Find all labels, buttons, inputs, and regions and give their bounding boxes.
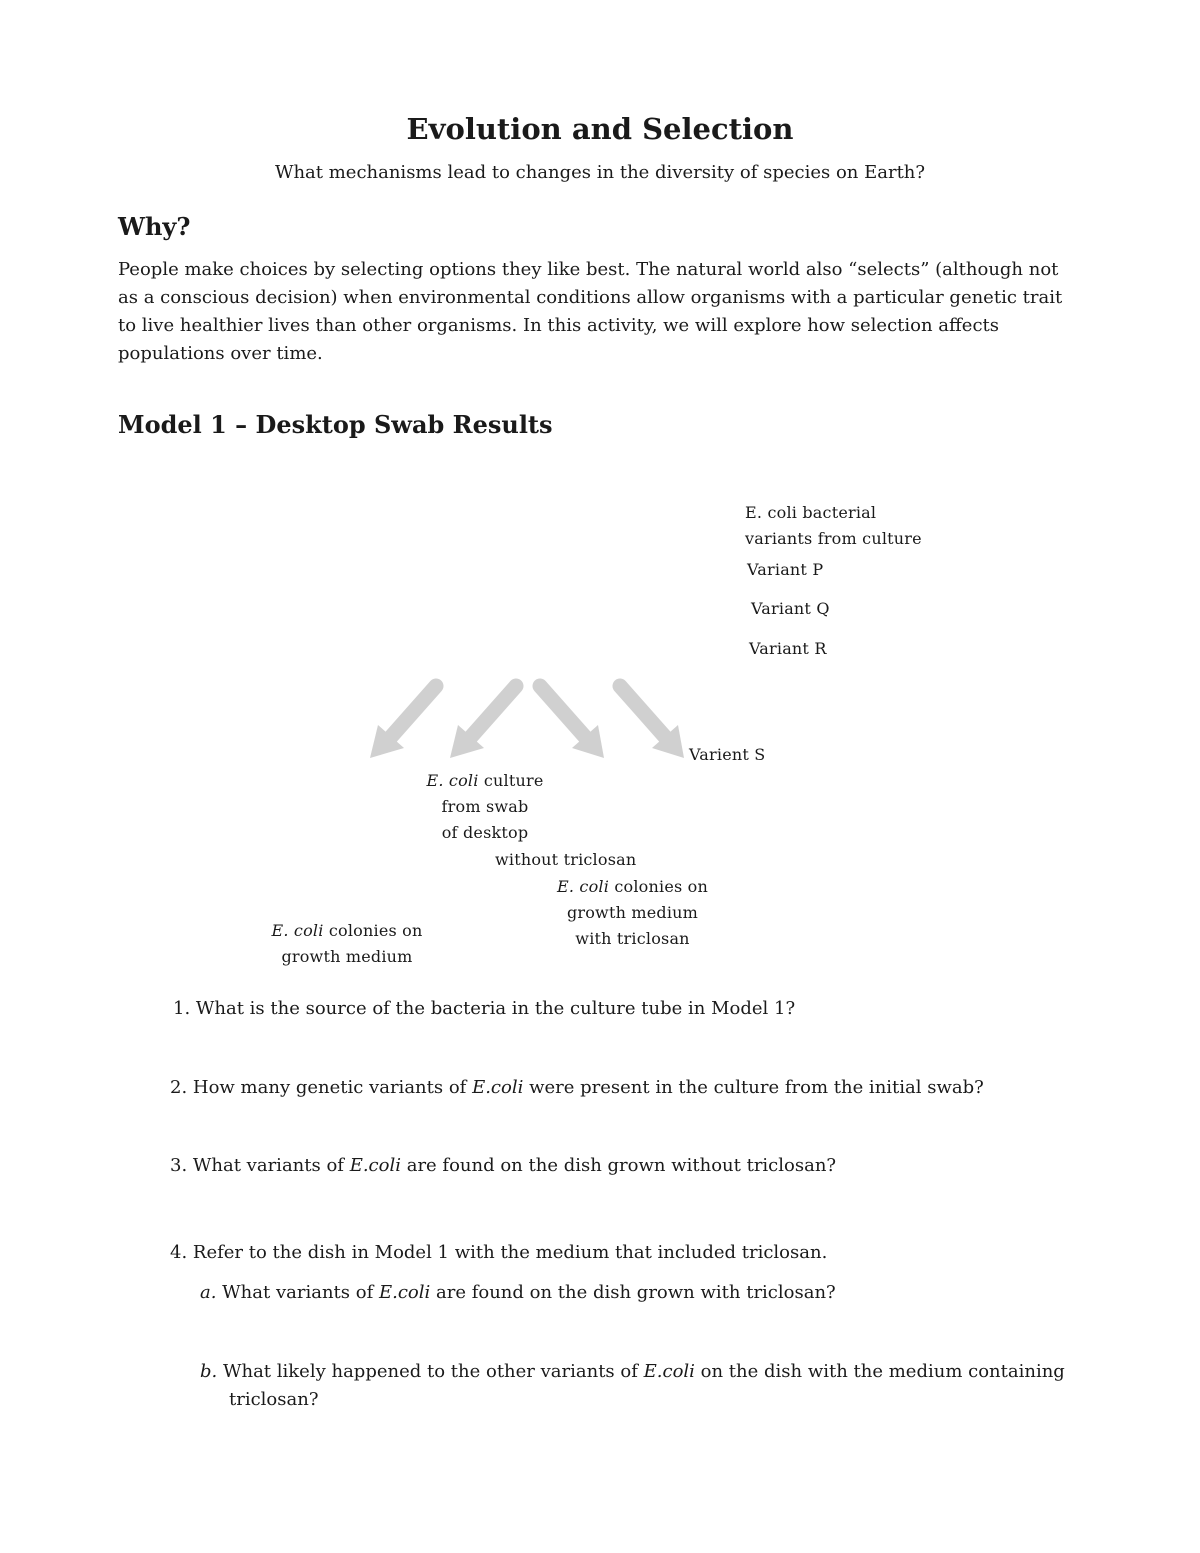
question-4: 4. Refer to the dish in Model 1 with the medium that included triclosan. bbox=[170, 1242, 828, 1263]
question-4a bbox=[200, 1279, 836, 1307]
legend-variant-q: Variant Q bbox=[751, 599, 830, 618]
question-2-italic: E.coli bbox=[472, 1077, 524, 1098]
question-3-post: are found on the dish grown without triclosan? bbox=[400, 1155, 837, 1176]
page-title: Evolution and Selection bbox=[406, 112, 794, 146]
legend-title bbox=[745, 500, 922, 552]
page-subtitle: What mechanisms lead to changes in the diversity of species on Earth? bbox=[274, 162, 926, 183]
question-1: 1. What is the source of the bacteria in the culture tube in Model 1? bbox=[173, 998, 796, 1019]
model-1-heading: Model 1 – Desktop Swab Results bbox=[118, 410, 553, 439]
question-4a-post: are found on the dish grown with triclosan? bbox=[430, 1282, 836, 1303]
arrow-right-1 bbox=[540, 686, 604, 758]
why-paragraph: People make choices by selecting options they like best. The natural world also “selects” (although not as a conscious decision) when environmental conditions allow organisms with a particular genetic trait to live healthier lives than other organisms. In this activity, we will explore how selection affects populations over time. bbox=[118, 259, 1063, 364]
plain-medium-label bbox=[262, 918, 432, 970]
why-heading: Why? bbox=[118, 212, 191, 241]
culture-label bbox=[420, 768, 550, 846]
with-triclosan-label bbox=[545, 874, 720, 952]
culture-label-line-1: culture bbox=[478, 771, 544, 790]
question-4a-pre: What variants of bbox=[216, 1282, 379, 1303]
selection-arrows-diagram bbox=[360, 670, 700, 770]
legend-title-line-2: variants from culture bbox=[745, 529, 922, 548]
plain-medium-label-italic: E. coli bbox=[271, 921, 324, 940]
question-4b-post: on the dish with the medium containing bbox=[694, 1361, 1065, 1382]
question-3-pre: 3. What variants of bbox=[170, 1155, 350, 1176]
question-4b-italic: E.coli bbox=[643, 1361, 695, 1382]
question-2-post: were present in the culture from the initial swab? bbox=[523, 1077, 984, 1098]
question-4b bbox=[200, 1358, 1100, 1414]
without-triclosan-label: without triclosan bbox=[495, 850, 637, 869]
question-4a-letter: a. bbox=[200, 1282, 217, 1303]
culture-label-line-2: from swab bbox=[441, 797, 529, 816]
question-3 bbox=[170, 1152, 836, 1180]
arrow-left-2 bbox=[450, 686, 516, 758]
question-4b-pre: What likely happened to the other variants of bbox=[217, 1361, 644, 1382]
legend-title-line-1: E. coli bacterial bbox=[745, 503, 877, 522]
with-triclosan-label-line-2: growth medium bbox=[566, 903, 699, 922]
legend-variant-p: Variant P bbox=[747, 560, 824, 579]
plain-medium-label-line-2: growth medium bbox=[281, 947, 413, 966]
culture-label-italic: E. coli bbox=[426, 771, 479, 790]
plain-medium-label-line-1: colonies on bbox=[323, 921, 423, 940]
arrow-left-1 bbox=[370, 686, 436, 758]
question-4b-line-2: triclosan? bbox=[229, 1389, 319, 1410]
culture-label-line-3: of desktop bbox=[441, 823, 529, 842]
legend-variant-r: Variant R bbox=[749, 639, 827, 658]
question-4b-letter: b. bbox=[200, 1361, 218, 1382]
with-triclosan-label-line-3: with triclosan bbox=[575, 929, 690, 948]
with-triclosan-label-line-1: colonies on bbox=[609, 877, 709, 896]
question-3-italic: E.coli bbox=[349, 1155, 401, 1176]
arrow-right-2 bbox=[620, 686, 684, 758]
with-triclosan-label-italic: E. coli bbox=[556, 877, 610, 896]
question-4a-italic: E.coli bbox=[378, 1282, 431, 1303]
question-2-pre: 2. How many genetic variants of bbox=[170, 1077, 473, 1098]
question-2 bbox=[170, 1074, 984, 1102]
legend-variant-s: Varient S bbox=[689, 745, 766, 764]
